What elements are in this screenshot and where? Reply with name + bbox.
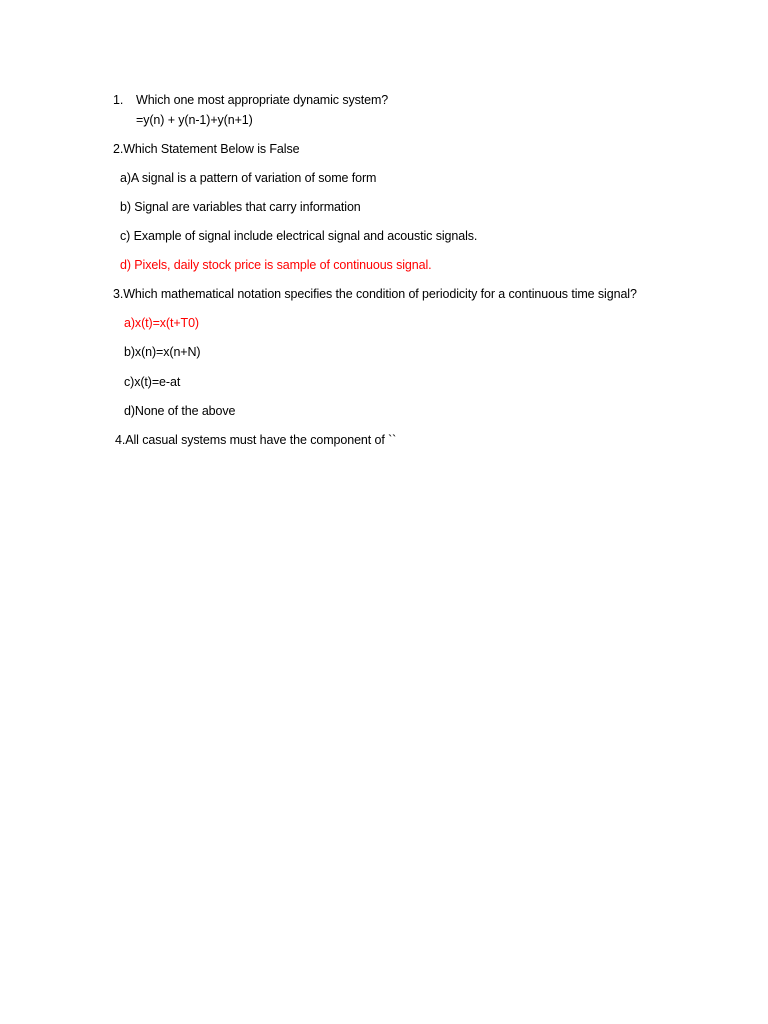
question-3-option-c: c)x(t)=e-at xyxy=(124,375,181,389)
question-2-option-c: c) Example of signal include electrical signal and acoustic signals. xyxy=(120,229,478,243)
question-1-number: 1. xyxy=(113,93,124,107)
question-1-text: Which one most appropriate dynamic system? xyxy=(136,93,389,107)
question-2-option-d-answer: d) Pixels, daily stock price is sample of continuous signal. xyxy=(120,258,432,272)
question-3-option-b: b)x(n)=x(n+N) xyxy=(124,345,201,359)
question-2-text: 2.Which Statement Below is False xyxy=(113,142,300,156)
question-2-option-a: a)A signal is a pattern of variation of some form xyxy=(120,171,377,185)
question-3-option-d: d)None of the above xyxy=(124,404,236,418)
question-3-text: 3.Which mathematical notation specifies the condition of periodicity for a continuous time signal? xyxy=(113,287,637,301)
question-4-text: 4.All casual systems must have the component of `` xyxy=(115,433,397,447)
question-2-option-b: b) Signal are variables that carry information xyxy=(120,200,361,214)
question-1-expression: =y(n) + y(n-1)+y(n+1) xyxy=(136,113,253,127)
question-3-option-a-answer: a)x(t)=x(t+T0) xyxy=(124,316,199,330)
